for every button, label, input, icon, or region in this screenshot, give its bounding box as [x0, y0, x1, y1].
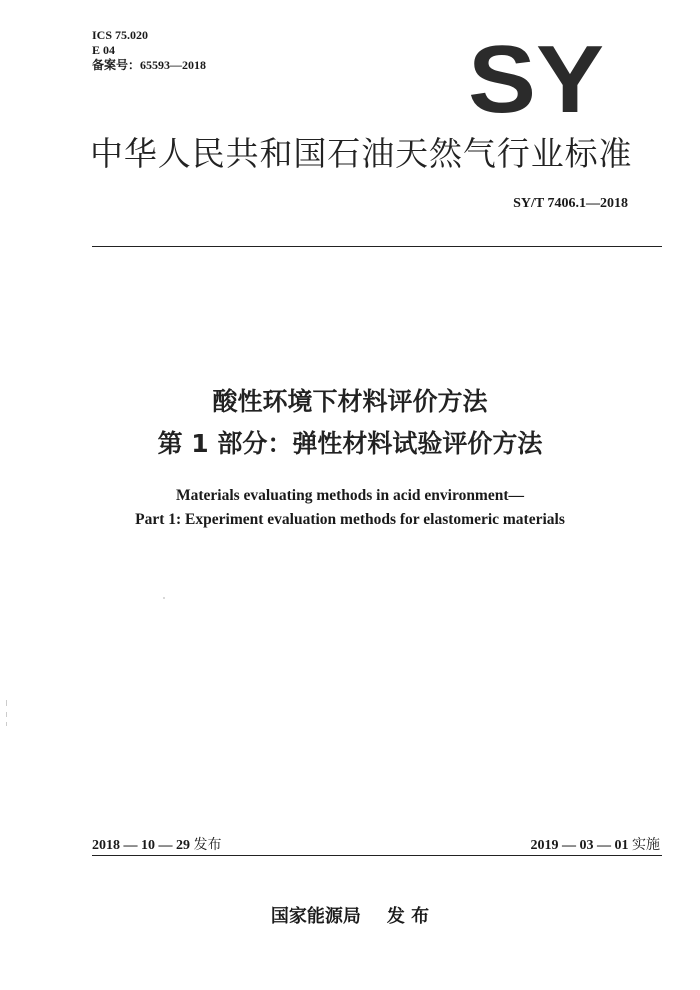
- organization-title: 中华人民共和国石油天然气行业标准: [90, 134, 633, 173]
- publisher-line: [0, 902, 700, 928]
- implementation-label: 实施: [632, 837, 660, 853]
- scan-edge-mark: [6, 722, 7, 726]
- english-title-line-1: Materials evaluating methods in acid environment—: [175, 487, 525, 504]
- classification-block: [92, 28, 206, 73]
- sy-logo-text: SY: [468, 40, 604, 116]
- publisher-name: 国家能源局: [270, 906, 361, 927]
- implementation-date-value: 2019 — 03 — 01: [530, 838, 629, 853]
- scan-speck: [163, 597, 165, 599]
- issue-label: 发布: [193, 837, 222, 853]
- bottom-divider: [92, 855, 662, 856]
- chinese-title-line-2: 第 1 部分：弹性材料试验评价方法: [157, 429, 543, 458]
- scan-edge-mark: [6, 712, 7, 717]
- scan-edge-mark: [6, 700, 7, 706]
- sy-logo: [466, 40, 606, 116]
- chinese-title-line-1: 酸性环境下材料评价方法: [212, 387, 488, 416]
- english-title-line-2: Part 1: Experiment evaluation methods for elastomeric materials: [135, 511, 565, 528]
- issue-date-value: 2018 — 10 — 29: [92, 838, 190, 853]
- issue-date: [92, 834, 222, 854]
- class-code: E 04: [92, 43, 116, 57]
- implementation-date: [531, 834, 661, 854]
- publish-label: 发 布: [386, 906, 430, 927]
- standard-number: SY/T 7406.1—2018: [513, 196, 628, 211]
- filing-number: 备案号：65593—2018: [92, 58, 207, 72]
- top-divider: [92, 246, 662, 247]
- ics-code: ICS 75.020: [92, 28, 149, 42]
